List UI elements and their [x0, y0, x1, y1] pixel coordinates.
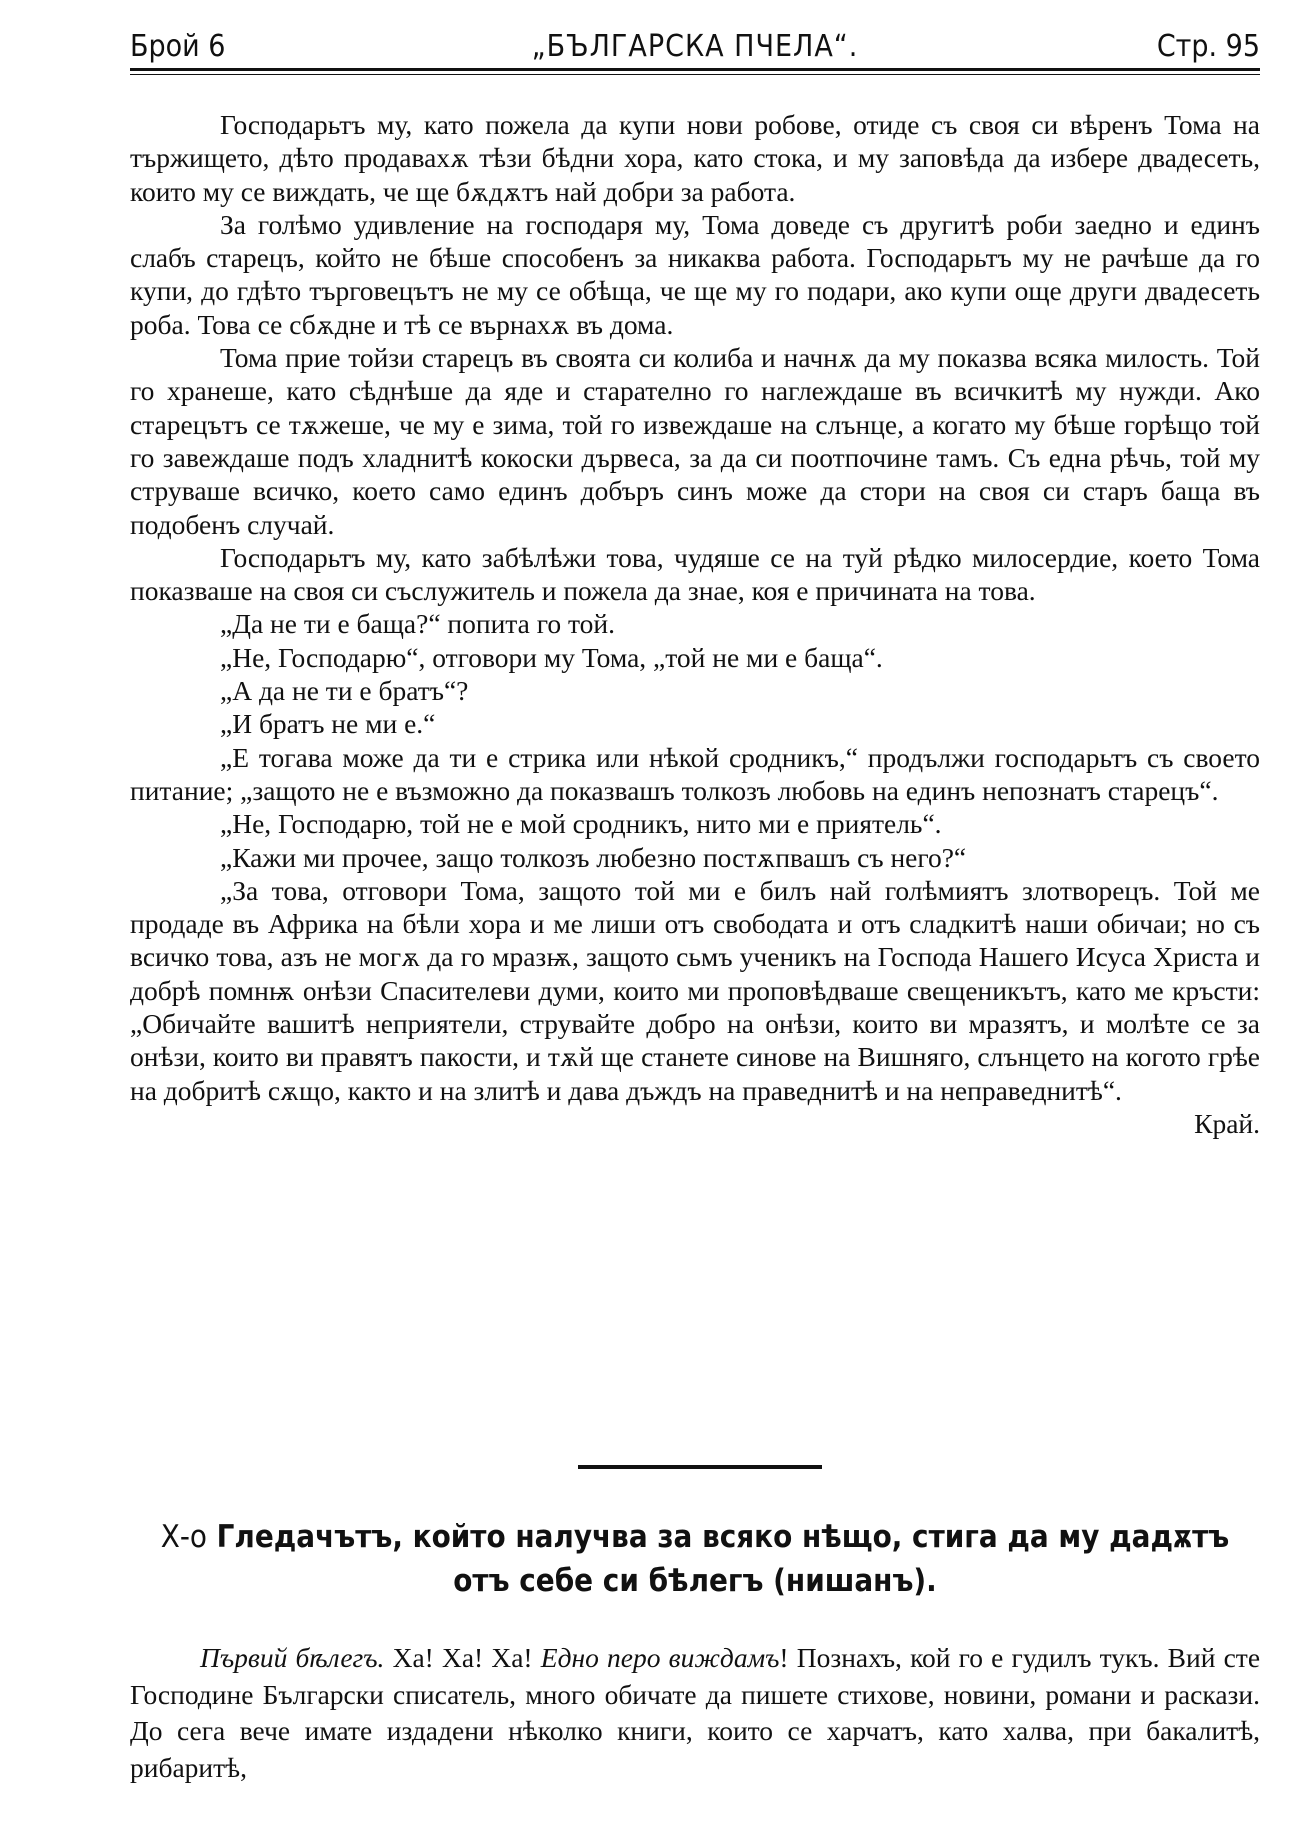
paragraph: „За това, отговори Тома, защото той ми е билъ най голѣмиятъ злотворецъ. Той ме продаде въ Африка на бѣли хора и ме лиши отъ свободата и отъ сладкитѣ наши обичаи; но съ всичко това, азъ не могѫ да го мразѭ, защото сьмъ ученикъ на Господа Нашего Исуса Христа и добрѣ помнѭ онѣзи Спасителеви думи, които ми проповѣдваше свещеникътъ, като ме кръсти: „Обичайте вашитѣ неприятели, струвайте добро на онѣзи, които ви мразятъ, и молѣте се за онѣзи, които ви правятъ пакости, и тѫй ще станете синове на Вишняго, слънцето на когото грѣе на добритѣ сѫщо, както и на злитѣ и дава дъждъ на праведнитѣ и на неправеднитѣ“. [130, 874, 1260, 1106]
story-text [130, 108, 1260, 1140]
paragraph: „Не, Господарю“, отговори му Тома, „той не ми е баща“. [220, 641, 883, 673]
paragraph: „Не, Господарю, той не е мой сродникъ, нито ми е приятель“. [220, 808, 942, 840]
paragraph: „Кажи ми прочее, защо толкозъ любезно постѫпвашъ съ него?“ [220, 841, 967, 873]
story-end: Край. [1194, 1107, 1260, 1139]
title-text: Гледачътъ, който налучва за всяко нѣщо, стига да му дадѫтъ отъ себе си бѣлегъ (нишанъ). [216, 1519, 1230, 1599]
paragraph: „Е тогава може да ти е стрика или нѣкой сродникъ,“ продължи господарьтъ съ своето питание; „защото не е възможно да показвашъ толкозъ любовь на единъ непознатъ старецъ“. [130, 741, 1260, 806]
paragraph: Господарьтъ му, като пожела да купи нови робове, отиде съ своя си вѣренъ Тома на тържището, дѣто продавахѫ тѣзи бѣдни хора, като стока, и му заповѣда да избере двадесеть, които му се виждать, че ще бѫдѫтъ най добри за работа. [130, 109, 1260, 207]
header-rule-thick [130, 68, 1260, 71]
header-rule-thin [130, 74, 1260, 75]
article-title [130, 1515, 1260, 1603]
journal-title: „БЪЛГАРСКА ПЧЕЛА“. [531, 29, 859, 64]
page-number: Стр. 95 [1156, 29, 1260, 64]
paragraph: „И братъ не ми е.“ [220, 708, 436, 740]
intro-exclaim: Ха! Ха! Ха! [392, 1642, 533, 1673]
intro-text: ! Познахъ, кой го е гудилъ тукъ. Вий сте Господине Български списатель, много обичате да пишете стихове, новини, романи и раскази. До сега вече имате издадени нѣколко книги, които се харчатъ, като халва, при бакалитѣ, рибаритѣ, [130, 1642, 1261, 1783]
section-separator [578, 1465, 822, 1469]
title-prefix: Х-о [160, 1519, 207, 1555]
paragraph [130, 1640, 1260, 1786]
paragraph: За голѣмо удивление на господаря му, Тома доведе съ другитѣ роби заедно и единъ слабъ старецъ, който не бѣше способенъ за никаква работа. Господарьтъ му не рачѣше да го купи, до гдѣто търговецътъ не му се обѣща, че ще му го подари, ако купи още други двадесеть роба. Това се сбѫдне и тѣ се върнахѫ въ дома. [130, 208, 1260, 340]
paragraph: Тома прие тойзи старецъ въ своята си колиба и начнѫ да му показва всяка милость. Той го хранеше, като сѣднѣше да яде и старателно го наглеждаше въ всичкитѣ му нужди. Ако старецътъ се тѫжеше, че му е зима, той го извеждаше на слънце, а когато му бѣше горѣщо той го завеждаше подъ хладнитѣ кокоски дървеса, за да си поотпочине тамъ. Съ една рѣчь, той му струваше всичко, което само единъ добъръ синъ може да стори на своя си старъ баща въ подобенъ случай. [130, 342, 1260, 540]
intro-italic: Едно перо виждамъ [540, 1642, 780, 1673]
paragraph: „Да не ти е баща?“ попита го той. [220, 608, 615, 640]
page-header [130, 22, 1260, 72]
article-text [130, 1640, 1260, 1786]
intro-label: Първий бѣлегъ. [200, 1642, 385, 1673]
paragraph: „А да не ти е братъ“? [220, 675, 469, 707]
issue-number: Брой 6 [130, 29, 226, 64]
paragraph: Господарьтъ му, като забѣлѣжи това, чудяше се на туй рѣдко милосердие, което Тома показваше на своя си съслужитель и пожела да знае, коя е причината на това. [130, 541, 1260, 607]
